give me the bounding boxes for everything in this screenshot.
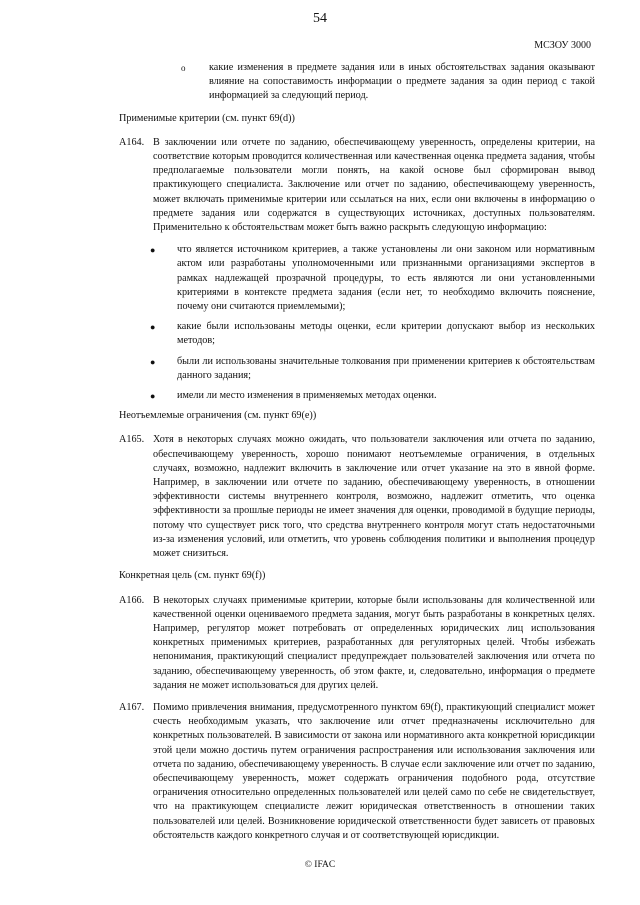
bullet-dot-icon: ● [150, 245, 156, 256]
paragraph-number: A166. [119, 594, 145, 606]
paragraph-text: Помимо привлечения внимания, предусмотренного пунктом 69(f), практикующий специалист может счесть необходимым указать, что заключение или отчет предназначены исключительно для конкретных пользователей. В зависимости от закона или нормативного акта конкретной юрисдикции этой цели можно достичь путем ограничения распространения или использования заключения или отчета по заданию, обеспечивающему уверенность. В случае если заключение или отчет по заданию, обеспечивающему уверенность, может содержать ограничения подобного рода, отсутствие ограничения относительно определенных пользователей или целей само по себе не свидетельствует, что на практикующем специалисте лежит юридическая ответственность в отношении таких пользователей или целей. Возникновение юридической ответственности будет зависеть от правовых обстоятельств каждого конкретного случая и от соответствующей юрисдикции. [153, 701, 595, 841]
bullet-item [119, 389, 595, 403]
bullet-item [119, 320, 595, 348]
bullet-text: имели ли место изменения в применяемых методах оценки. [177, 390, 437, 402]
paragraph-number: A165. [119, 434, 145, 446]
document-code: МСЗОУ 3000 [534, 40, 591, 51]
bullet-text: какие были использованы методы оценки, если критерии допускают выбор из нескольких методов; [177, 321, 595, 347]
numbered-paragraph [119, 433, 595, 561]
bullet-item [119, 243, 595, 314]
bullet-dot-icon: ● [150, 391, 156, 402]
intro-list-item [119, 61, 595, 104]
bullet-dot-icon: ● [150, 356, 156, 367]
numbered-paragraph [119, 594, 595, 693]
paragraph-text: В некоторых случаях применимые критерии, которые были использованы для количественной или качественной оценки оцениваемого предмета задания, могут быть разработаны в конкретных целях. Например, регулятор может потребовать от определенных юридических лиц использования конкретных применимых критериев, разработанных для регуляторных целей. Чтобы избежать непонимания, практикующий специалист предупреждает пользователей заключения или отчета по заданию, обеспечивающему уверенность, об этом факте, и, следовательно, информация о предмете задания не может использоваться для других целей. [153, 594, 595, 691]
bullet-item [119, 355, 595, 383]
paragraph-text: В заключении или отчете по заданию, обеспечивающему уверенность, определены критерии, на соответствие которым проводится количественная или качественная оценка предмета задания, чтобы предполагаемые пользователи могли понять, на какой основе был сформирован вывод практикующего специалиста. Заключение или отчет по заданию, обеспечивающему уверенность, может включать применимые критерии или ссылаться на них, если они включены в информацию о предмете задания или содержатся в существующих источниках, доступных пользователям. Применительно к обстоятельствам может быть важно раскрыть следующую информацию: [153, 136, 595, 234]
paragraph-number: A167. [119, 701, 145, 713]
paragraph-number: A164. [119, 136, 145, 148]
numbered-paragraph [119, 701, 595, 843]
section-heading: Неотъемлемые ограничения (см. пункт 69(e)) [119, 410, 317, 422]
bullet-text: что является источником критериев, а также установлены ли они законом или нормативным актом или разработаны уполномоченными или признанными организациями экспертов в рамках надлежащей прозрачной процедуры, то есть являются ли они установленными критериями в контексте предмета задания (если нет, то необходимо включить пояснение, почему они считаются приемлемыми); [177, 244, 595, 313]
page-content [119, 61, 595, 851]
hollow-bullet-icon: o [181, 63, 186, 73]
sections-container [119, 112, 595, 843]
section-heading: Конкретная цель (см. пункт 69(f)) [119, 570, 266, 582]
intro-item-text: какие изменения в предмете задания или в иных обстоятельствах задания оказывают влияние на сопоставимость информации о предмете задания за один период с такой информацией за следующий период. [209, 62, 595, 102]
page-number: 54 [313, 11, 327, 26]
bullet-dot-icon: ● [150, 322, 156, 333]
paragraph-text: Хотя в некоторых случаях можно ожидать, что пользователи заключения или отчета по заданию, обеспечивающему уверенность, хорошо понимают неотъемлемые ограничения, в отдельных случаях, возможно, надлежит включить в заключение или отчет указание на это в явной форме. Например, в заключении или отчете по заданию, обеспечивающему уверенность, в отношении эффективности системы внутреннего контроля, возможно, надлежит отметить, что оценка эффективности за прошлые периоды не имеет значения для оценки, проводимой в будущие периоды, потому что существует риск того, что средства внутреннего контроля могут стать недостаточными из-за изменения условий, или отметить, что уровень соблюдения политики и выполнения процедур может снизиться. [153, 434, 595, 560]
section-heading: Применимые критерии (см. пункт 69(d)) [119, 112, 295, 124]
numbered-paragraph [119, 136, 595, 235]
bullet-text: были ли использованы значительные толкования при применении критериев к обстоятельствам данного задания; [177, 355, 595, 381]
footer-copyright: © IFAC [304, 860, 336, 870]
